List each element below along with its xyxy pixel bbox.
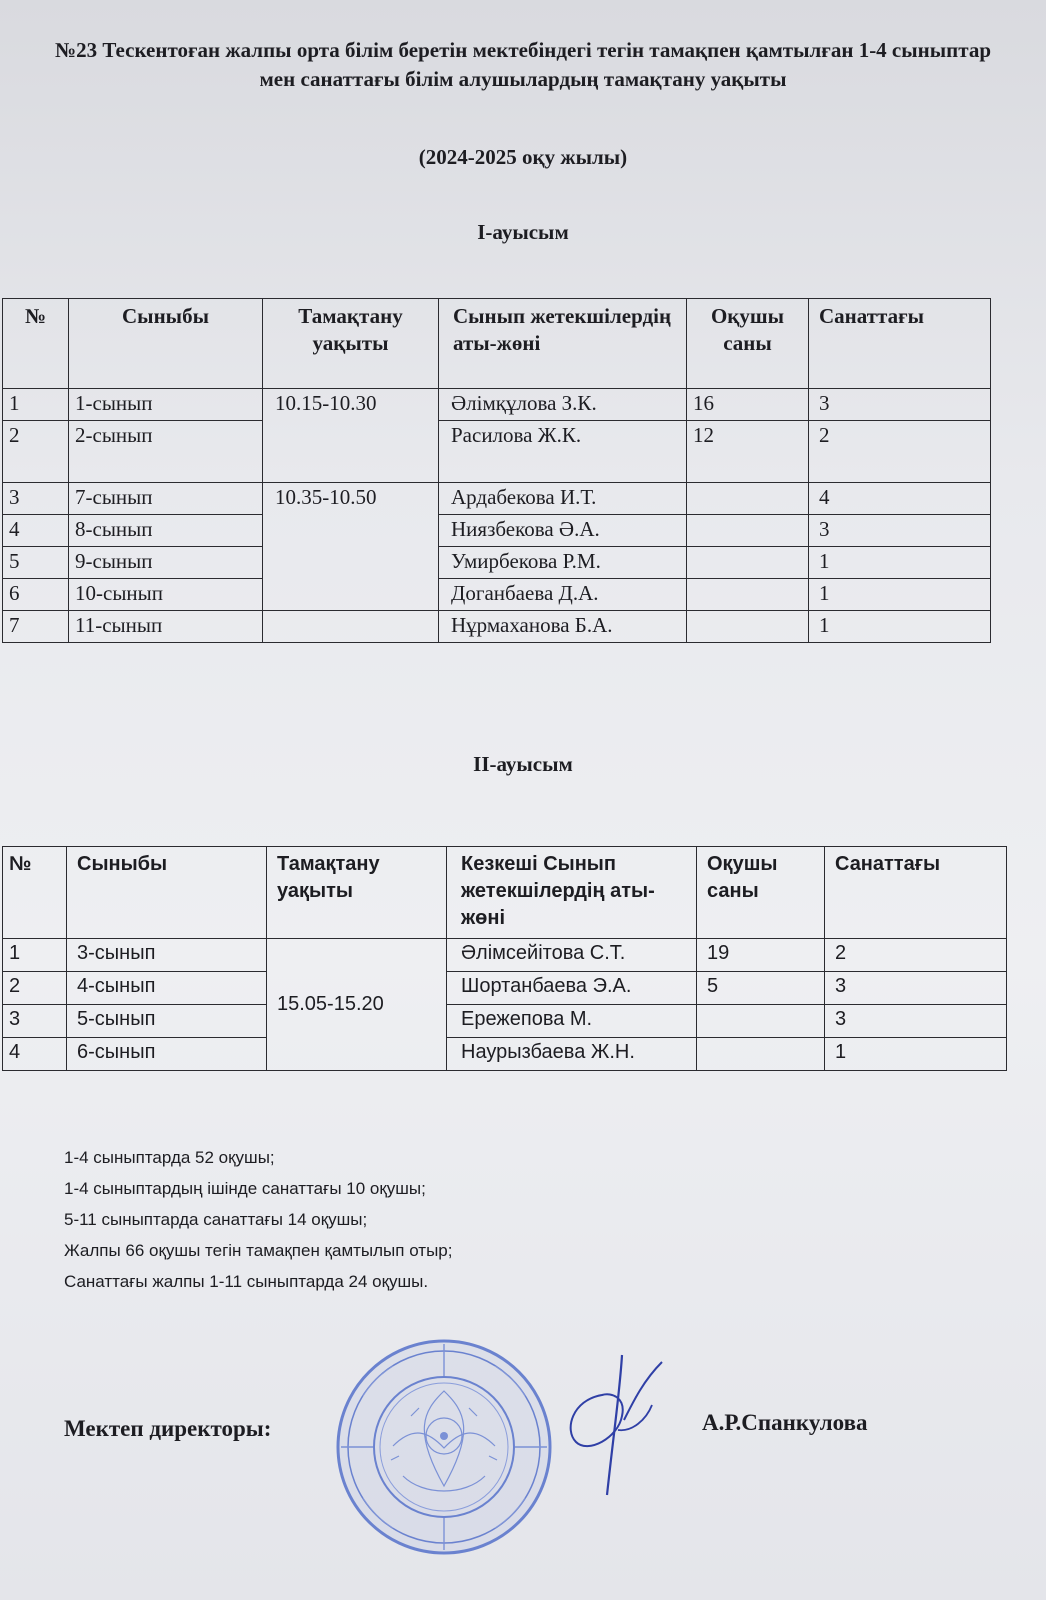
cell-num: 4 bbox=[3, 515, 69, 547]
cell-num: 3 bbox=[3, 483, 69, 515]
cell-category: 3 bbox=[825, 972, 1007, 1005]
cell-students: 19 bbox=[697, 939, 825, 972]
table-row bbox=[3, 1005, 1007, 1038]
header-students: Оқушы саны bbox=[697, 847, 825, 939]
cell-category: 1 bbox=[825, 1038, 1007, 1071]
table-row bbox=[3, 421, 991, 483]
cell-num: 4 bbox=[3, 1038, 67, 1071]
header-teacher: Сынып жетекшілердің аты-жөні bbox=[439, 299, 687, 389]
shift2-table bbox=[2, 846, 1007, 1071]
cell-class: 3-сынып bbox=[67, 939, 267, 972]
cell-students: 5 bbox=[697, 972, 825, 1005]
cell-class: 6-сынып bbox=[67, 1038, 267, 1071]
cell-category: 3 bbox=[809, 515, 991, 547]
header-class: Сыныбы bbox=[69, 299, 263, 389]
cell-teacher: Ниязбекова Ә.А. bbox=[439, 515, 687, 547]
academic-year: (2024-2025 оқу жылы) bbox=[418, 145, 628, 169]
cell-time: 10.15-10.30 bbox=[263, 389, 439, 483]
table-row bbox=[3, 515, 991, 547]
cell-teacher: Расилова Ж.К. bbox=[439, 421, 687, 483]
cell-teacher: Ардабекова И.Т. bbox=[439, 483, 687, 515]
cell-students bbox=[697, 1005, 825, 1038]
cell-category: 2 bbox=[809, 421, 991, 483]
table-row bbox=[3, 611, 991, 643]
header-class: Сыныбы bbox=[67, 847, 267, 939]
cell-teacher: Наурызбаева Ж.Н. bbox=[447, 1038, 697, 1071]
cell-category: 1 bbox=[809, 579, 991, 611]
summary-line: 5-11 сыныптарда санаттағы 14 оқушы; bbox=[64, 1210, 368, 1229]
header-time: Тамақтану уақыты bbox=[267, 847, 447, 939]
cell-num: 1 bbox=[3, 939, 67, 972]
cell-time-empty bbox=[263, 611, 439, 643]
cell-category: 3 bbox=[809, 389, 991, 421]
cell-students bbox=[687, 611, 809, 643]
cell-students: 12 bbox=[687, 421, 809, 483]
header-num: № bbox=[3, 847, 67, 939]
table-row bbox=[3, 1038, 1007, 1071]
table-header-row bbox=[3, 847, 1007, 939]
cell-time: 15.05-15.20 bbox=[267, 939, 447, 1071]
cell-category: 4 bbox=[809, 483, 991, 515]
shift1-title: І-ауысым bbox=[477, 220, 569, 244]
cell-teacher: Шортанбаева Э.А. bbox=[447, 972, 697, 1005]
header-category: Санаттағы bbox=[809, 299, 991, 389]
table-header-row bbox=[3, 299, 991, 389]
cell-class: 9-сынып bbox=[69, 547, 263, 579]
shift1-table bbox=[2, 298, 991, 643]
cell-category: 3 bbox=[825, 1005, 1007, 1038]
cell-teacher: Ережепова М. bbox=[447, 1005, 697, 1038]
header-teacher: Кезкеші Сынып жетекшілердің аты-жөні bbox=[447, 847, 697, 939]
summary-line: Санаттағы жалпы 1-11 сыныптарда 24 оқушы. bbox=[64, 1272, 429, 1291]
shift2-title: ІІ-ауысым bbox=[473, 752, 573, 776]
director-label: Мектеп директоры: bbox=[64, 1416, 272, 1441]
cell-num: 7 bbox=[3, 611, 69, 643]
cell-category: 1 bbox=[809, 547, 991, 579]
table-row bbox=[3, 483, 991, 515]
cell-num: 5 bbox=[3, 547, 69, 579]
cell-time: 10.35-10.50 bbox=[263, 483, 439, 611]
cell-class: 2-сынып bbox=[69, 421, 263, 483]
table-row bbox=[3, 939, 1007, 972]
table-row bbox=[3, 579, 991, 611]
cell-category: 1 bbox=[809, 611, 991, 643]
cell-students bbox=[697, 1038, 825, 1071]
cell-students bbox=[687, 579, 809, 611]
cell-teacher: Доганбаева Д.А. bbox=[439, 579, 687, 611]
summary-line: 1-4 сыныптардың ішінде санаттағы 10 оқушы; bbox=[64, 1179, 426, 1198]
cell-teacher: Нұрмаханова Б.А. bbox=[439, 611, 687, 643]
cell-class: 11-сынып bbox=[69, 611, 263, 643]
header-time: Тамақтану уақыты bbox=[263, 299, 439, 389]
cell-teacher: Умирбекова Р.М. bbox=[439, 547, 687, 579]
cell-students bbox=[687, 483, 809, 515]
director-signature-icon bbox=[562, 1350, 672, 1500]
cell-students bbox=[687, 515, 809, 547]
cell-num: 1 bbox=[3, 389, 69, 421]
cell-teacher: Әлімсейітова С.Т. bbox=[447, 939, 697, 972]
summary-line: 1-4 сыныптарда 52 оқушы; bbox=[64, 1148, 275, 1167]
cell-num: 3 bbox=[3, 1005, 67, 1038]
cell-class: 10-сынып bbox=[69, 579, 263, 611]
cell-students: 16 bbox=[687, 389, 809, 421]
header-num: № bbox=[3, 299, 69, 389]
cell-teacher: Әлімқұлова З.К. bbox=[439, 389, 687, 421]
summary-list bbox=[64, 1142, 452, 1297]
summary-line: Жалпы 66 оқушы тегін тамақпен қамтылып отыр; bbox=[64, 1241, 453, 1260]
cell-students bbox=[687, 547, 809, 579]
header-students: Оқушы саны bbox=[687, 299, 809, 389]
header-category: Санаттағы bbox=[825, 847, 1007, 939]
cell-num: 2 bbox=[3, 421, 69, 483]
cell-class: 4-сынып bbox=[67, 972, 267, 1005]
table-row bbox=[3, 547, 991, 579]
document-title: №23 Тескентоған жалпы орта білім беретін мектебіндегі тегін тамақпен қамтылған 1-4 сыныптар мен санаттағы білім алушылардың тамақтану уақыты bbox=[55, 38, 991, 91]
director-name: А.Р.Спанкулова bbox=[702, 1410, 868, 1435]
cell-category: 2 bbox=[825, 939, 1007, 972]
cell-class: 5-сынып bbox=[67, 1005, 267, 1038]
cell-class: 8-сынып bbox=[69, 515, 263, 547]
cell-num: 6 bbox=[3, 579, 69, 611]
cell-class: 7-сынып bbox=[69, 483, 263, 515]
table-row bbox=[3, 972, 1007, 1005]
table-row bbox=[3, 389, 991, 421]
cell-class: 1-сынып bbox=[69, 389, 263, 421]
school-seal-icon bbox=[333, 1336, 555, 1558]
cell-num: 2 bbox=[3, 972, 67, 1005]
